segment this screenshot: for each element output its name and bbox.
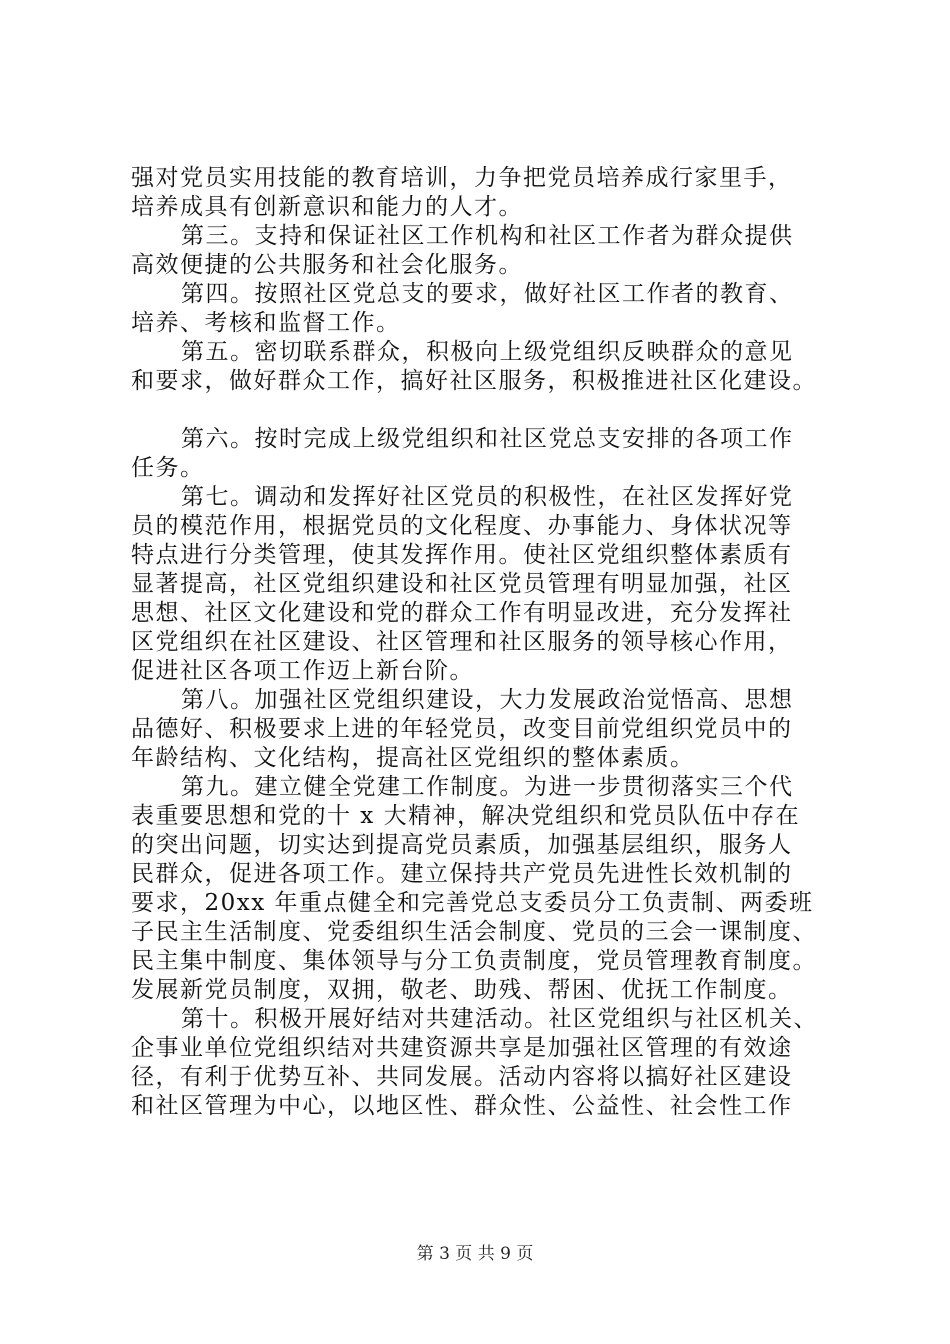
text-line: 显著提高，社区党组织建设和社区党员管理有明显加强，社区	[131, 571, 793, 597]
text-line: 要求，20xx 年重点健全和完善党总支委员分工负责制、两委班	[131, 890, 814, 916]
paragraph-start-line: 第十。积极开展好结对共建活动。社区党组织与社区机关、	[181, 1006, 818, 1032]
text-line: 高效便捷的公共服务和社会化服务。	[131, 252, 523, 278]
paragraph-start-line: 第八。加强社区党组织建设，大力发展政治觉悟高、思想	[181, 687, 794, 713]
text-line: 培养、考核和监督工作。	[131, 310, 401, 336]
text-line: 促进社区各项工作迈上新台阶。	[131, 658, 474, 684]
text-line: 表重要思想和党的十 x 大精神，解决党组织和党员队伍中存在	[131, 803, 801, 829]
text-line: 径，有利于优势互补、共同发展。活动内容将以搞好社区建设	[131, 1064, 793, 1090]
text-line: 强对党员实用技能的教育培训，力争把党员培养成行家里手，	[131, 165, 793, 191]
text-line: 思想、社区文化建设和党的群众工作有明显改进，充分发挥社	[131, 600, 793, 626]
text-line: 年龄结构、文化结构，提高社区党组织的整体素质。	[131, 745, 695, 771]
text-line: 区党组织在社区建设、社区管理和社区服务的领导核心作用，	[131, 629, 793, 655]
paragraph-gap	[131, 396, 841, 425]
text-line: 培养成具有创新意识和能力的人才。	[131, 194, 523, 220]
text-line: 企事业单位党组织结对共建资源共享是加强社区管理的有效途	[131, 1035, 793, 1061]
document-body	[131, 164, 841, 1121]
page-number-footer: 第 3 页 共 9 页	[416, 1244, 534, 1264]
paragraph-start-line: 第三。支持和保证社区工作机构和社区工作者为群众提供	[181, 223, 794, 249]
text-line: 品德好、积极要求上进的年轻党员，改变目前党组织党员中的	[131, 716, 793, 742]
text-line: 民主集中制度、集体领导与分工负责制度，党员管理教育制度。	[131, 948, 817, 974]
text-line: 和社区管理为中心，以地区性、群众性、公益性、社会性工作	[131, 1093, 793, 1119]
text-line: 和要求，做好群众工作，搞好社区服务，积极推进社区化建设。	[131, 368, 817, 394]
paragraph-start-line: 第五。密切联系群众，积极向上级党组织反映群众的意见	[181, 339, 794, 365]
text-line: 发展新党员制度，双拥，敬老、助残、帮困、优抚工作制度。	[131, 977, 793, 1003]
paragraph-start-line: 第四。按照社区党总支的要求，做好社区工作者的教育、	[181, 281, 794, 307]
text-line: 子民主生活制度、党委组织生活会制度、党员的三会一课制度、	[131, 919, 817, 945]
paragraph-start-line: 第六。按时完成上级党组织和社区党总支安排的各项工作	[181, 426, 794, 452]
text-line: 的突出问题，切实达到提高党员素质，加强基层组织，服务人	[131, 832, 793, 858]
text-line: 任务。	[131, 455, 205, 481]
text-line: 民群众，促进各项工作。建立保持共产党员先进性长效机制的	[131, 861, 793, 887]
text-line: 特点进行分类管理，使其发挥作用。使社区党组织整体素质有	[131, 542, 793, 568]
paragraph-start-line: 第七。调动和发挥好社区党员的积极性，在社区发挥好党	[181, 484, 794, 510]
paragraph-start-line: 第九。建立健全党建工作制度。为进一步贯彻落实三个代	[181, 774, 794, 800]
text-line: 员的模范作用，根据党员的文化程度、办事能力、身体状况等	[131, 513, 793, 539]
